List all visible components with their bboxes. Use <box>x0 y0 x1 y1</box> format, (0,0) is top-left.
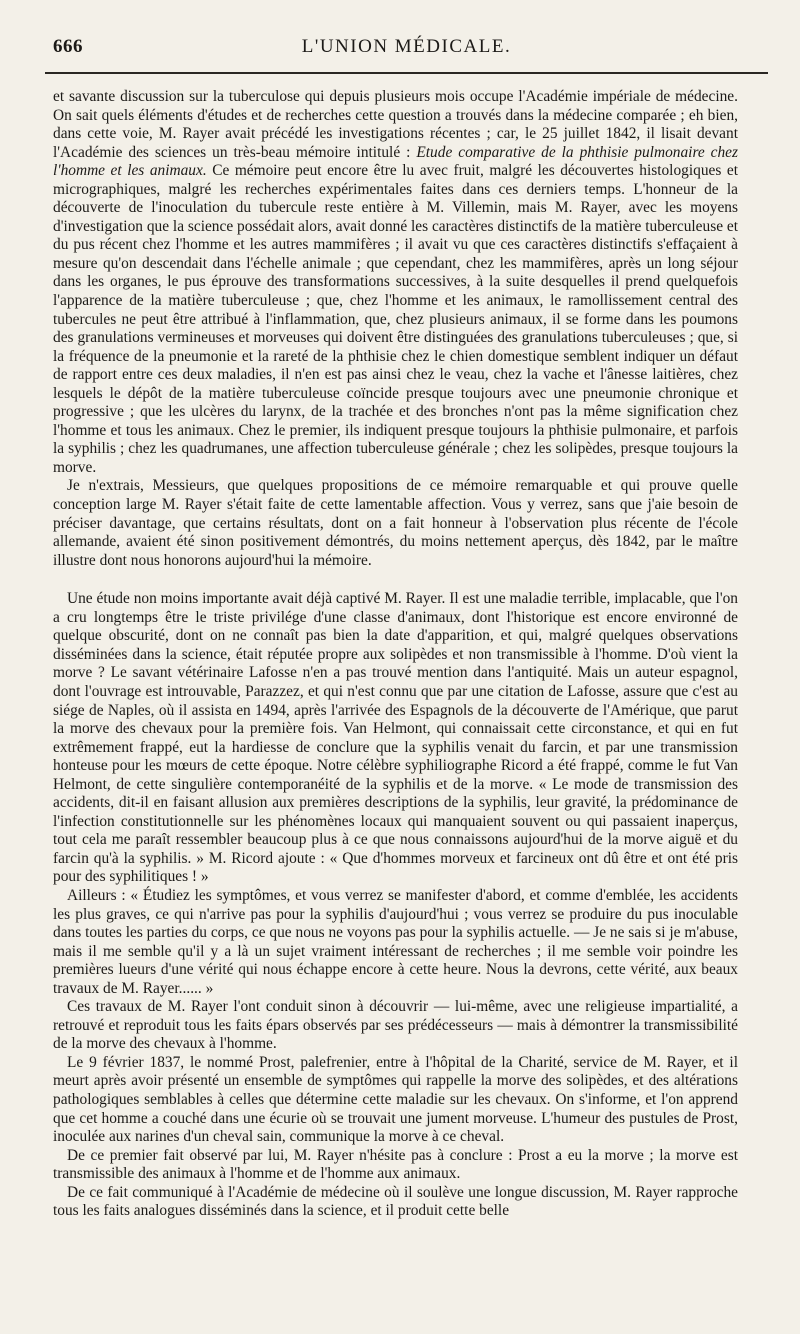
paragraph-1-text-a: et savante discussion sur la tuberculose qui depuis plusieurs mois occupe l'Académie impériale de médecine. On sait quels éléments d'études et de recherches cette question a trouvés dans la médecine comparée ; eh bien, dans cette voie, M. Rayer avait précédé les investigations récentes ; car, le 25 juillet 1842, il lisait devant l'Académie des sciences un très-beau mémoire intitulé : <box>53 88 738 161</box>
paragraph-7: De ce premier fait observé par lui, M. Rayer n'hésite pas à conclure : Prost a eu la morve ; la morve est transmissible des animaux à l'homme et de l'homme aux animaux. <box>53 1146 738 1183</box>
paragraph-1 <box>53 88 738 477</box>
page-number: 666 <box>53 36 83 57</box>
running-header <box>53 36 760 64</box>
paragraph-4: Ailleurs : « Étudiez les symptômes, et vous verrez se manifester d'abord, et comme d'emblée, les accidents les plus graves, ce qui n'arrive pas pour la syphilis d'aujourd'hui ; vous verrez se produire du pus inoculable dans toutes les parties du corps, ce que nous ne voyons pas pour la syphilis actuelle. — Je ne sais si je m'abuse, mais il me semble qu'il y a là un sujet vraiment intéressant de recherches ; il me semble voir poindre les premières lueurs d'une vérité qui nous échappe encore à cette heure. Nous la devrons, cette vérité, aux beaux travaux de M. Rayer...... » <box>53 886 738 997</box>
paragraph-5: Ces travaux de M. Rayer l'ont conduit sinon à découvrir — lui-même, avec une religieuse impartialité, a retrouvé et reproduit tous les faits épars observés par ses prédécesseurs — mais à démontrer la transmissibilité de la morve des chevaux à l'homme. <box>53 998 738 1053</box>
paragraph-2: Je n'extrais, Messieurs, que quelques propositions de ce mémoire remarquable et qui prouve quelle conception large M. Rayer s'était faite de cette lamentable affection. Vous y verrez, sans que j'aie besoin de préciser davantage, que certains résultats, dont on a fait honneur à l'observation plus récente de l'école allemande, avaient été sinon positivement démontrés, du moins nettement aperçus, dès 1842, par le maître illustre dont nous honorons aujourd'hui la mémoire. <box>53 477 738 569</box>
paragraph-1-text-b: Ce mémoire peut encore être lu avec fruit, malgré les découvertes histologiques et micrographiques, malgré les recherches expérimentales faites dans ces derniers temps. L'honneur de la découverte de l'inoculation du tubercule reste entière à M. Villemin, mais M. Rayer, avec les moyens d'investigation que la science possédait alors, avait donné les caractères distinctifs de la matière tuberculeuse et du pus récent chez l'homme et les autres mammifères ; il avait vu que ces caractères distinctifs s'effaçaient à mesure qu'on descendait dans l'échelle animale ; que cependant, chez les mammifères, après un long séjour dans les organes, le pus éprouve des transformations successives, à la suite desquelles il prend quelquefois l'apparence de la matière tuberculeuse ; que, chez l'homme et les animaux, le ramollissement central des tubercules ne peut être attribué à l'inflammation, que, chez plusieurs animaux, il se forme dans les poumons des granulations vermineuses et morveuses qui doivent être distinguées des granulations tuberculeuses ; que, si la fréquence de la pneumonie et la rareté de la phthisie chez le chien domestique semblent indiquer un défaut de rapport entre ces deux maladies, il n'en est pas ainsi chez le veau, chez la vache et l'ânesse laitières, chez lesquels le dépôt de la matière tuberculeuse coïncide presque toujours avec une pneumonie chronique et progressive ; que les ulcères du larynx, de la trachée et des bronches n'ont pas la même signification chez l'homme et tous les animaux. Chez le premier, ils indiquent presque toujours la phthisie pulmonaire, et parfois la syphilis ; chez les quadrumanes, une affection tuberculeuse générale ; chez les solipèdes, presque toujours la morve. <box>53 162 738 476</box>
article-body <box>53 88 738 1221</box>
header-rule <box>45 72 768 74</box>
running-title: L'UNION MÉDICALE. <box>301 36 512 57</box>
paragraph-8: De ce fait communiqué à l'Académie de médecine où il soulève une longue discussion, M. Rayer rapproche tous les faits analogues disséminés dans la science, et il produit cette belle <box>53 1183 738 1220</box>
paragraph-3: Une étude non moins importante avait déjà captivé M. Rayer. Il est une maladie terrible, implacable, que l'on a cru longtemps être le triste privilége d'une classe d'animaux, dont l'historique est encore environné de quelque obscurité, dont on ne connaît pas bien la date d'apparition, et qui, malgré quelques observations disséminées dans la science, était réputée propre aux solipèdes et non transmissible à l'homme. D'où vient la morve ? Le savant vétérinaire Lafosse n'en a pas trouvé mention dans l'antiquité. Mais un auteur espagnol, dont l'ouvrage est introuvable, Parazzez, et qui n'est connu que par une citation de Lafosse, assure que c'est au siége de Naples, où il assista en 1494, après l'arrivée des Espagnols de la découverte de l'Amérique, que parut la morve des chevaux pour la première fois. Van Helmont, qui connaissait cette circonstance, et qui en fut extrêmement frappé, eut la hardiesse de conclure que la syphilis venait du farcin, et par une transmission honteuse pour les mœurs de cette époque. Notre célèbre syphiliographe Ricord a été frappé, comme le fut Van Helmont, de cette singulière contemporanéité de la syphilis et de la morve. « Le mode de transmission des accidents, dit-il en faisant allusion aux premières descriptions de la syphilis, leur gravité, la prédominance de l'infection constitutionnelle sur les phénomènes locaux qui manquaient souvent ou qui passaient inaperçus, tout cela me paraît ressembler beaucoup plus à ce que nous connaissons aujourd'hui de la morve aiguë et du farcin qu'à la syphilis. » M. Ricord ajoute : « Que d'hommes morveux et farcineux ont dû être et ont été pris pour des syphilitiques ! » <box>53 590 738 886</box>
memoir-title: Etude comparative de la phthisie pulmonaire chez l'homme et les animaux. <box>53 143 739 180</box>
paragraph-6: Le 9 février 1837, le nommé Prost, palefrenier, entre à l'hôpital de la Charité, service de M. Rayer, et il meurt après avoir présenté un ensemble de symptômes qui rappelle la morve des solipèdes, et des altérations pathologiques semblables à celles que détermine cette maladie sur les chevaux. On s'informe, et l'on apprend que cet homme a couché dans une écurie où se trouvait une jument morveuse. L'humeur des pustules de Prost, inoculée aux narines d'un cheval sain, communique la morve à ce cheval. <box>53 1053 738 1146</box>
